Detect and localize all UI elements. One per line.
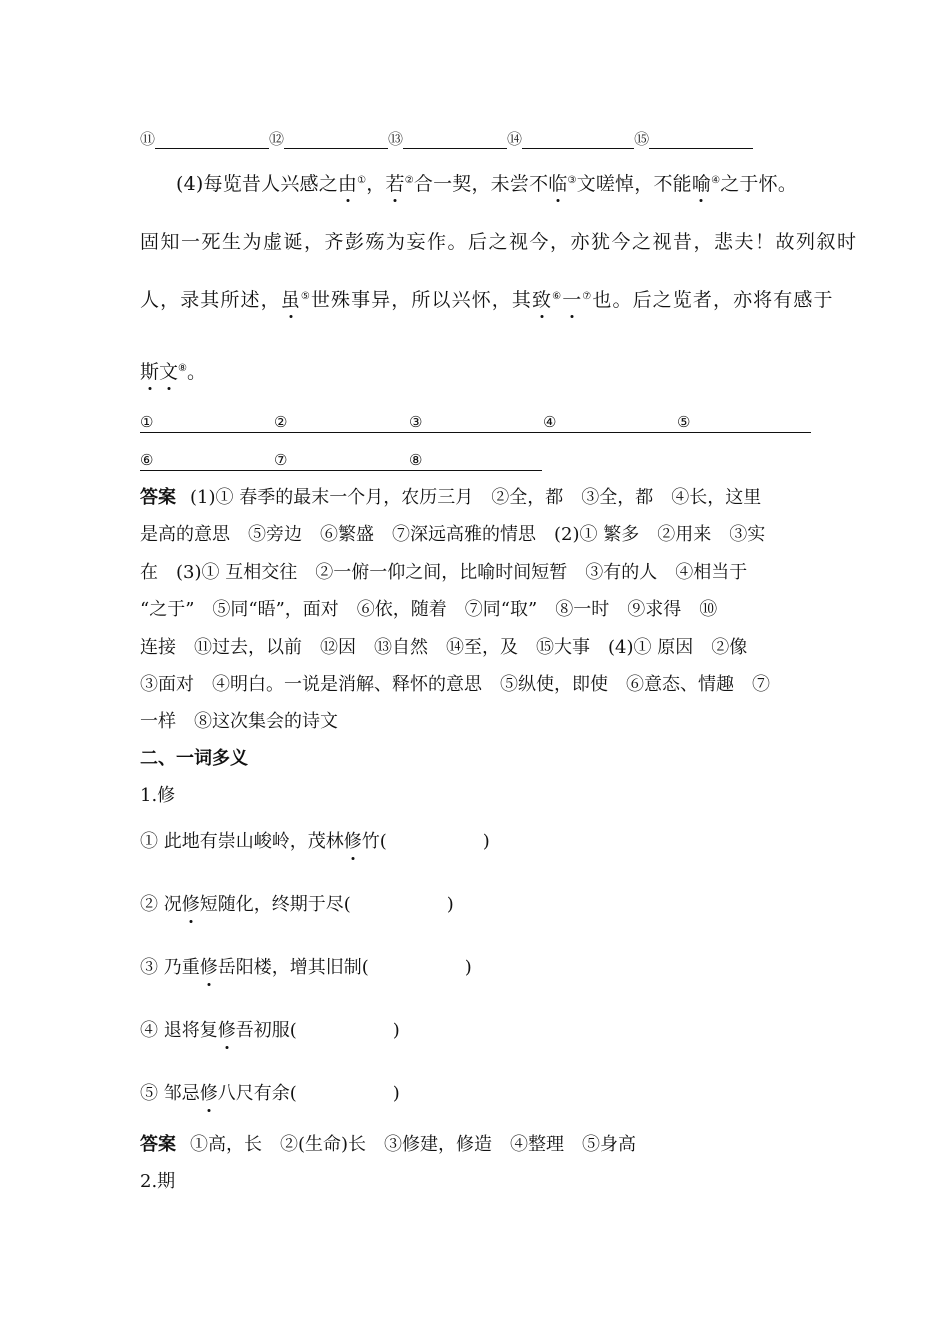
question-item: ④ 退将复修吾初服( ) — [140, 1020, 400, 1041]
answer-blank[interactable] — [284, 128, 388, 149]
answer-blank[interactable] — [522, 128, 634, 149]
blank-label: ⑬ — [388, 130, 404, 148]
passage-line-4: 斯文⑧。 — [140, 361, 207, 383]
answer-label: 答案 — [140, 487, 176, 508]
answer-blank[interactable]: ① — [140, 412, 274, 433]
answer-blank[interactable]: ③ — [409, 412, 543, 433]
question-item: ② 况修短随化，终期于尽( ) — [140, 894, 454, 915]
answer-line-6: ③面对 ④明白。一说是消解、释怀的意思 ⑤纵使，即使 ⑥意态、情趣 ⑦ — [140, 674, 770, 695]
answer-blank[interactable]: ② — [274, 412, 409, 433]
answer-blank[interactable]: ⑦ — [274, 450, 409, 471]
fill-blanks-row-2 — [140, 450, 542, 471]
answer-blank[interactable]: ④ — [543, 412, 677, 433]
section-title: 二、一词多义 — [140, 748, 248, 769]
passage-line-1: (4)每览昔人兴感之由①，若②合一契，未尝不临③文嗟悼，不能喻④之于怀。 — [176, 173, 798, 195]
answer-line-3: 在 (3)① 互相交往 ②一俯一仰之间，比喻时间短暂 ③有的人 ④相当于 — [140, 562, 748, 583]
blank-label: ⑫ — [269, 130, 285, 148]
answer-blank[interactable]: ⑤ — [677, 412, 811, 433]
passage-line-2: 固知一死生为虚诞，齐彭殇为妄作。后之视今，亦犹今之视昔，悲夫！故列叙时 — [140, 231, 858, 253]
answer-line-2: 是高的意思 ⑤旁边 ⑥繁盛 ⑦深远高雅的情思 (2)① 繁多 ②用来 ③实 — [140, 524, 766, 545]
question-item: ⑤ 邹忌修八尺有余( ) — [140, 1083, 400, 1104]
passage-line-3: 人，录其所述，虽⑤世殊事异，所以兴怀，其致⑥一⑦也。后之览者，亦将有感于 — [140, 289, 834, 311]
answer-line-4: “之于” ⑤同“晤”，面对 ⑥依，随着 ⑦同“取” ⑧一时 ⑨求得 ⑩ — [140, 599, 718, 620]
answer-label: 答案 — [140, 1134, 176, 1155]
answer-blank[interactable]: ⑥ — [140, 450, 274, 471]
blank-label: ⑮ — [634, 130, 650, 148]
answer-blank[interactable] — [649, 128, 753, 149]
answer-line-5: 连接 ⑪过去，以前 ⑫因 ⑬自然 ⑭至，及 ⑮大事 (4)① 原因 ②像 — [140, 637, 748, 658]
word-title: 1.修 — [140, 785, 176, 806]
answer-line-1: 答案 (1)① 春季的最末一个月，农历三月 ②全，都 ③全，都 ④长，这里 — [140, 487, 762, 508]
fill-blanks-row-1 — [140, 412, 811, 433]
answer-line-7: 一样 ⑧这次集会的诗文 — [140, 711, 338, 732]
blank-label: ⑭ — [507, 130, 523, 148]
word-title: 2.期 — [140, 1171, 176, 1192]
answer-blank[interactable]: ⑧ — [409, 450, 542, 471]
blank-label: ⑪ — [140, 130, 156, 148]
answer-blank[interactable] — [155, 128, 269, 149]
question-item: ③ 乃重修岳阳楼，增其旧制( ) — [140, 957, 472, 978]
question-item: ① 此地有崇山峻岭，茂林修竹( ) — [140, 831, 490, 852]
answer-blank[interactable] — [403, 128, 507, 149]
answer-line: 答案 ①高，长 ②(生命)长 ③修建，修造 ④整理 ⑤身高 — [140, 1134, 637, 1155]
fill-blanks-row-top — [140, 128, 753, 149]
